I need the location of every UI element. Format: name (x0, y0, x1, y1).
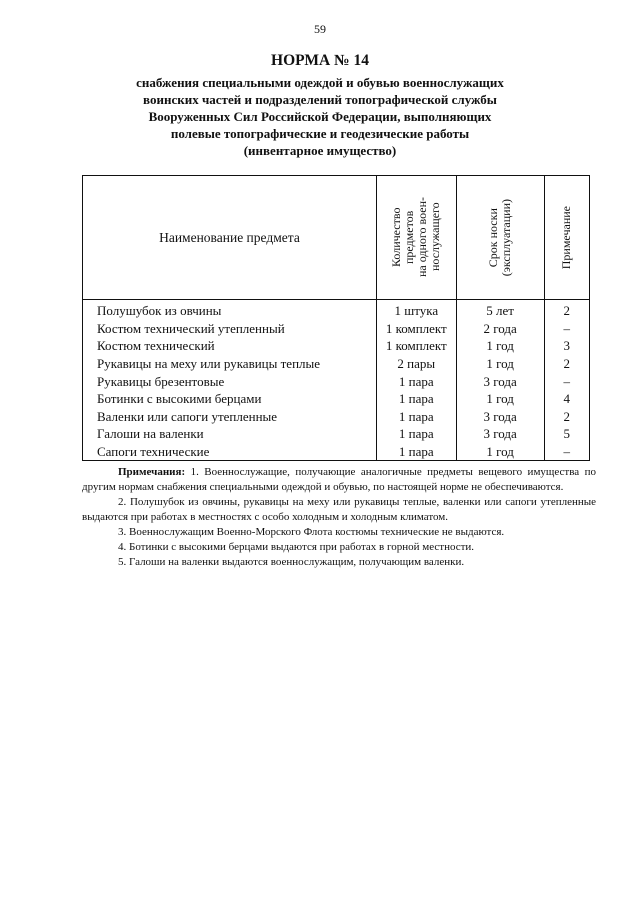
subtitle-line: снабжения специальными одеждой и обувью военнослужащих (136, 75, 504, 90)
page-number: 59 (314, 22, 326, 36)
cell-name: Костюм технический утепленный (83, 320, 377, 338)
cell-quantity: 1 штука (376, 300, 456, 320)
cell-note: 5 (544, 425, 589, 443)
table-row (83, 355, 590, 373)
table-row (83, 300, 590, 320)
cell-term: 1 год (456, 355, 544, 373)
cell-note: 2 (544, 355, 589, 373)
cell-term: 3 года (456, 372, 544, 390)
note-text: 1. Военнослужащие, получающие аналогичные предметы вещевого имущества по другим нормам снабжения специальными одеждой и обувью, по настоящей норме не обеспечиваются. (82, 466, 596, 493)
subtitle-line: воинских частей и подразделений топографической службы (143, 92, 497, 107)
cell-name: Ботинки с высокими берцами (83, 390, 377, 408)
column-header-quantity-line: нослужащего (428, 203, 443, 272)
note-item: 4. Ботинки с высокими берцами выдаются при работах в горной местности. (118, 541, 475, 553)
column-header-quantity (376, 176, 456, 300)
note-item: 3. Военнослужащим Военно-Морского Флота костюмы технические не выдаются. (118, 526, 505, 538)
cell-name: Валенки или сапоги утепленные (83, 408, 377, 426)
cell-name: Полушубок из овчины (83, 300, 377, 320)
cell-term: 3 года (456, 425, 544, 443)
cell-note: 4 (544, 390, 589, 408)
column-header-note-line: Примечание (559, 205, 574, 270)
column-header-term (456, 176, 544, 300)
column-header-term-line: Срок носки (486, 207, 501, 268)
note-item: 5. Галоши на валенки выдаются военнослужащим, получающим валенки. (118, 556, 465, 568)
cell-note: – (544, 320, 589, 338)
column-header-name: Наименование предмета (83, 176, 377, 300)
subtitle-line: (инвентарное имущество) (243, 143, 397, 158)
column-header-quantity-line: Количество (389, 207, 404, 268)
note-item: 2. Полушубок из овчины, рукавицы на меху или рукавицы теплые, валенки или сапоги утепленные выдаются при работах в местностях с особо холодным и холодным климатом. (82, 496, 596, 523)
cell-quantity: 1 комплект (376, 337, 456, 355)
cell-term: 2 года (456, 320, 544, 338)
notes-section (82, 465, 596, 570)
cell-name: Рукавицы на меху или рукавицы теплые (83, 355, 377, 373)
column-header-quantity-line: на одного воен- (415, 197, 430, 278)
cell-quantity: 2 пары (376, 355, 456, 373)
cell-term: 5 лет (456, 300, 544, 320)
table-row (83, 408, 590, 426)
cell-quantity: 1 пара (376, 425, 456, 443)
subtitle-line: Вооруженных Сил Российской Федерации, выполняющих (148, 109, 492, 124)
table-row (83, 372, 590, 390)
notes-label: Примечания: (118, 466, 186, 478)
cell-quantity: 1 пара (376, 408, 456, 426)
cell-quantity: 1 пара (376, 372, 456, 390)
cell-term: 1 год (456, 390, 544, 408)
table-row (83, 443, 590, 461)
cell-term: 1 год (456, 337, 544, 355)
document-title: НОРМА № 14 (271, 52, 369, 69)
cell-note: 3 (544, 337, 589, 355)
cell-note: 2 (544, 408, 589, 426)
cell-term: 3 года (456, 408, 544, 426)
cell-name: Костюм технический (83, 337, 377, 355)
table-header-row (83, 176, 590, 300)
table-row (83, 320, 590, 338)
cell-note: 2 (544, 300, 589, 320)
cell-name: Рукавицы брезентовые (83, 372, 377, 390)
cell-name: Сапоги технические (83, 443, 377, 461)
cell-quantity: 1 комплект (376, 320, 456, 338)
cell-name: Галоши на валенки (83, 425, 377, 443)
cell-quantity: 1 пара (376, 390, 456, 408)
column-header-note (544, 176, 589, 300)
table-row (83, 390, 590, 408)
cell-quantity: 1 пара (376, 443, 456, 461)
column-header-term-line: (эксплуатации) (499, 198, 514, 277)
cell-note: – (544, 443, 589, 461)
cell-note: – (544, 372, 589, 390)
subtitle-line: полевые топографические и геодезические работы (170, 126, 470, 141)
note-item (82, 465, 596, 495)
table-row (83, 425, 590, 443)
title-block (60, 52, 580, 159)
column-header-quantity-line: предметов (402, 210, 417, 265)
cell-term: 1 год (456, 443, 544, 461)
table-row (83, 337, 590, 355)
norm-table (82, 175, 590, 461)
